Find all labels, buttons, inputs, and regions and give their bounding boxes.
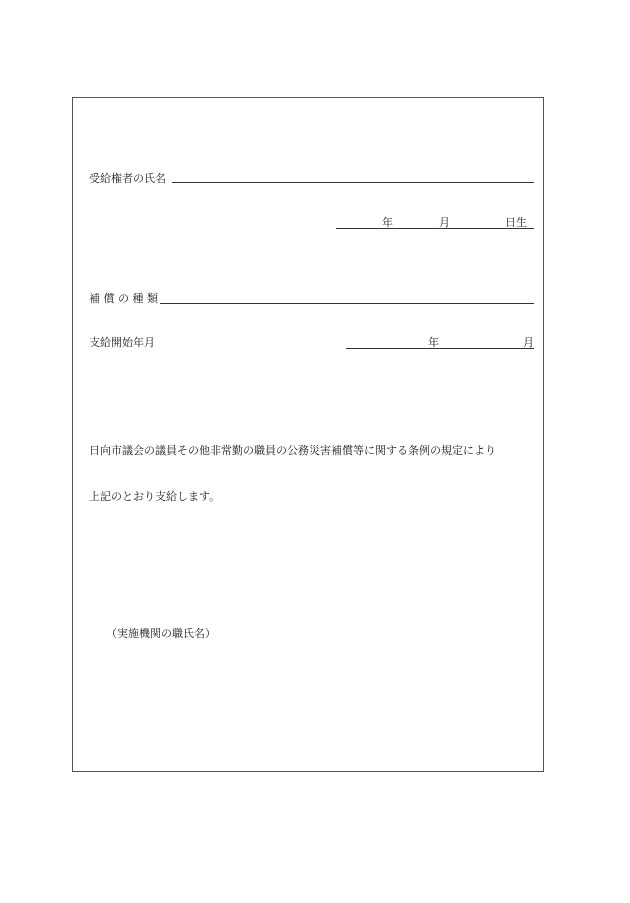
form-frame [72, 97, 544, 772]
birth-month-unit: 月 [439, 216, 450, 229]
compensation-type-label: 補 償 の 種 類 [89, 292, 158, 305]
payment-start-label: 支給開始年月 [89, 336, 155, 349]
birth-year-unit: 年 [382, 216, 393, 229]
recipient-name-field[interactable] [172, 182, 534, 183]
compensation-type-field[interactable] [160, 303, 534, 304]
payment-year-unit: 年 [428, 336, 439, 349]
agency-label: （実施機関の職氏名） [106, 627, 216, 640]
statement-line-1: 日向市議会の議員その他非常勤の職員の公務災害補償等に関する条例の規定により [89, 444, 496, 457]
birth-day-unit: 日生 [505, 216, 527, 229]
payment-start-field[interactable] [346, 348, 534, 349]
statement-line-2: 上記のとおり支給します。 [89, 490, 221, 503]
payment-month-unit: 月 [523, 336, 534, 349]
recipient-name-label: 受給権者の氏名 [89, 172, 166, 185]
